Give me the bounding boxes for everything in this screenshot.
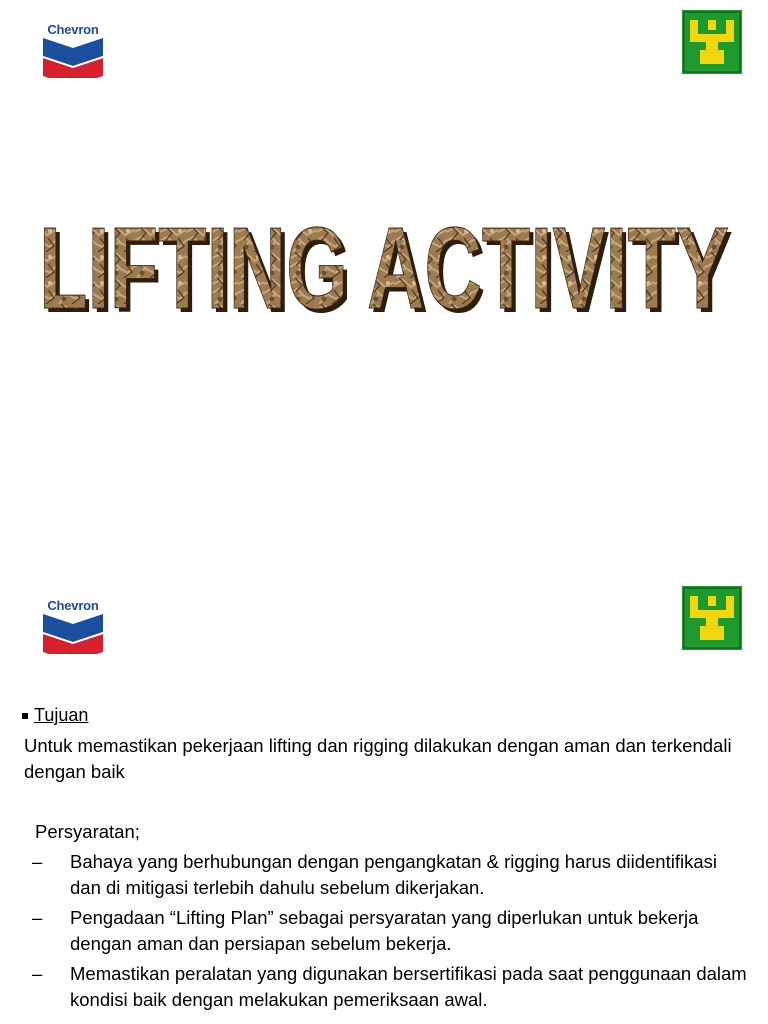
chevron-logo-text: Chevron (47, 22, 99, 37)
safety-emblem-icon (682, 10, 742, 74)
lifting-activity-title (30, 200, 738, 320)
requirement-text: Memastikan peralatan yang digunakan bersertifikasi pada saat penggunaan dalam kondisi baik dengan melakukan pemeriksaan awal. (70, 963, 747, 1010)
requirement-text: Bahaya yang berhubungan dengan pengangkatan & rigging harus diidentifikasi dan di mitigasi terlebih dahulu sebelum dikerjakan. (70, 851, 717, 898)
dash-bullet: – (32, 907, 43, 928)
requirements-title: Persyaratan; (35, 821, 140, 842)
list-item (32, 961, 752, 1013)
chevron-logo-text: Chevron (47, 598, 99, 613)
purpose-text: Untuk memastikan pekerjaan lifting dan rigging dilakukan dengan aman dan terkendali dengan baik (24, 735, 732, 782)
tujuan-heading (22, 704, 88, 726)
chevron-logo (40, 598, 106, 656)
list-item (32, 849, 752, 901)
dash-bullet: – (32, 963, 43, 984)
safety-emblem-icon (682, 586, 742, 650)
chevron-logo (40, 22, 106, 80)
chevron-mark-icon (43, 36, 103, 78)
tujuan-label: Tujuan (34, 705, 89, 725)
square-bullet-icon (22, 713, 28, 719)
svg-text:LIFTING ACTIVITY: LIFTING ACTIVITY (43, 207, 733, 320)
chevron-mark-icon (43, 612, 103, 654)
requirements-list (32, 849, 752, 1017)
list-item (32, 905, 752, 957)
requirement-text: Pengadaan “Lifting Plan” sebagai persyaratan yang diperlukan untuk bekerja dengan aman dan persiapan sebelum bekerja. (70, 907, 699, 954)
dash-bullet: – (32, 851, 43, 872)
svg-text:LIFTING ACTIVITY: LIFTING ACTIVITY (39, 203, 729, 320)
